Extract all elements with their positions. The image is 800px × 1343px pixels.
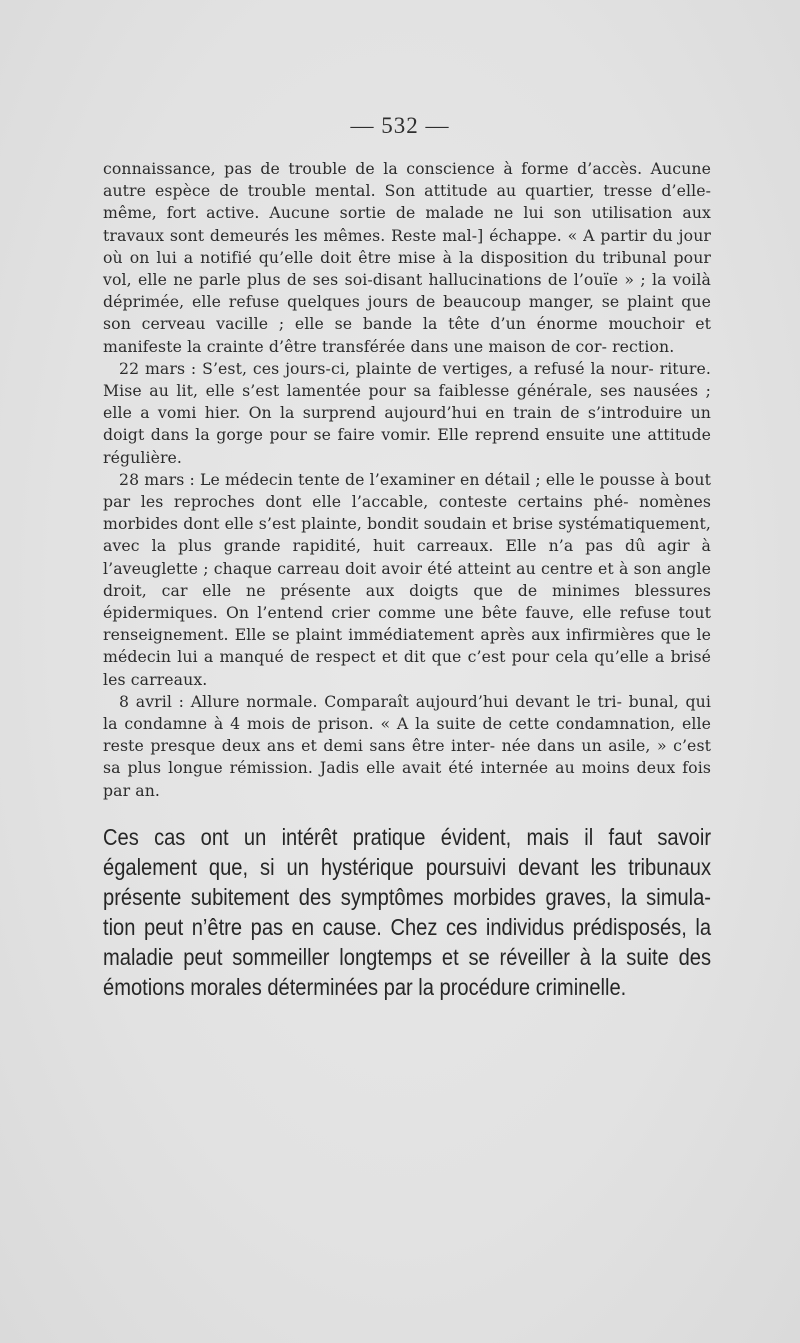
case-report-text xyxy=(103,158,711,802)
paragraph-22-mars: 22 mars : S’est, ces jours-ci, plainte de vertiges, a refusé la nour- riture. Mise au lit, elle s’est lamentée pour sa faiblesse générale, ses nausées ; elle a vomi hier. On la surprend aujourd’hui en train de s’introduire un doigt dans la gorge pour se faire vomir. Elle reprend ensuite une attitude régulière. xyxy=(103,358,711,467)
paragraph-8-avril: 8 avril : Allure normale. Comparaît aujourd’hui devant le tri- bunal, qui la condamne à 4 mois de prison. « A la suite de cette condamnation, elle reste presque deux ans et demi sans être inter- née dans un asile, » c’est sa plus longue rémission. Jadis elle avait été internée au moins deux fois par an. xyxy=(103,691,711,800)
paragraph-28-mars: 28 mars : Le médecin tente de l’examiner en détail ; elle le pousse à bout par les reproches dont elle l’accable, conteste certains phé- nomènes morbides dont elle s’est plainte, bondit soudain et brise systématiquement, avec la plus grande rapidité, huit carreaux. Elle n’a pas dû agir à l’aveuglette ; chaque carreau doit avoir été atteint au centre et à son angle droit, car elle ne présente aux doigts que de minimes blessures épidermiques. On l’entend crier comme une bête fauve, elle refuse tout renseignement. Elle se plaint immédiatement après aux infirmières que le médecin lui a manqué de respect et dit que c’est pour cela qu’elle a brisé les carreaux. xyxy=(103,469,712,689)
conclusion-paragraph: Ces cas ont un intérêt pratique évident, mais il faut savoir également que, si un hystérique poursuivi devant les tribunaux présente subitement des symptômes morbides graves, la simula- tion peut n’être pas en cause. Chez ces individus prédisposés, la maladie peut sommeiller longtemps et se réveiller à la suite des émotions morales déterminées par la procédure criminelle. xyxy=(103,824,712,1000)
page-number: — 532 — xyxy=(350,113,450,138)
paragraph-continuation: connaissance, pas de trouble de la conscience à forme d’accès. Aucune autre espèce de trouble mental. Son attitude au quartier, tresse d’elle-même, fort active. Aucune sortie de malade ne lui son utilisation aux travaux sont demeurés les mêmes. Reste mal-] échappe. « A partir du jour où on lui a notifié qu’elle doit être mise à la disposition du tribunal pour vol, elle ne parle plus de ses soi-disant hallucinations de l’ouïe » ; la voilà déprimée, elle refuse quelques jours de beaucoup manger, se plaint que son cerveau vacille ; elle se bande la tête d’un énorme mouchoir et manifeste la crainte d’être transférée dans une maison de cor- rection. xyxy=(103,159,711,356)
conclusion-section xyxy=(103,822,711,1002)
